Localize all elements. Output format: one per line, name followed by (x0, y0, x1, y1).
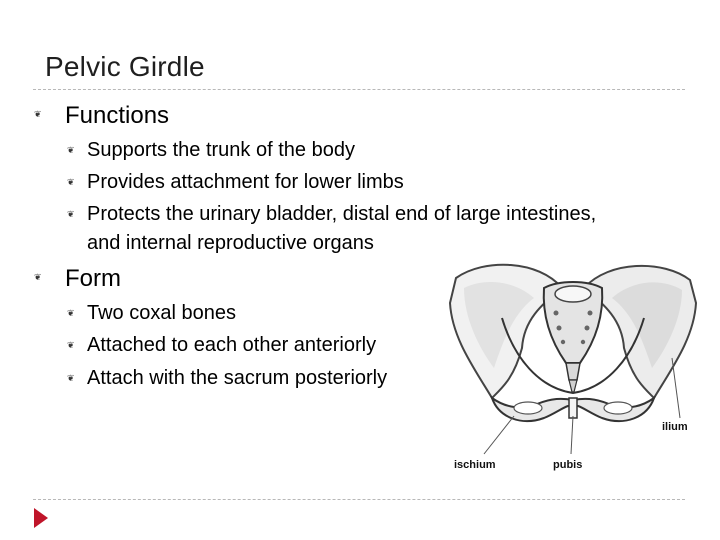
slide-title: Pelvic Girdle (45, 51, 205, 82)
item-attachment-limbs: Provides attachment for lower limbs (87, 171, 404, 193)
item-supports-trunk: Supports the trunk of the body (87, 139, 355, 161)
coccyx (566, 363, 580, 380)
bullet-icon: ❦ (67, 146, 75, 156)
label-ischium: ischium (454, 459, 496, 471)
pelvis-illustration (444, 258, 702, 478)
bullet-icon: ❦ (67, 178, 75, 188)
item-protects-line2: and internal reproductive organs (87, 232, 374, 254)
title-divider (33, 89, 685, 90)
item-protects-line1: Protects the urinary bladder, distal end of large intestines, (87, 203, 597, 225)
item-two-coxal: Two coxal bones (87, 302, 236, 324)
label-ilium: ilium (662, 421, 688, 433)
heading-functions: Functions (65, 102, 170, 129)
bullet-icon: ❦ (34, 110, 42, 120)
bullet-icon: ❦ (67, 309, 75, 319)
bullet-icon: ❦ (67, 341, 75, 351)
bullet-icon: ❦ (67, 374, 75, 384)
bullet-icon: ❦ (67, 210, 75, 220)
footer-divider (33, 499, 685, 500)
next-slide-arrow-icon[interactable] (33, 507, 49, 529)
item-sacrum-posteriorly: Attach with the sacrum posteriorly (87, 367, 388, 389)
item-attached-anteriorly: Attached to each other anteriorly (87, 334, 377, 356)
heading-form: Form (65, 265, 121, 292)
bullet-icon: ❦ (34, 273, 42, 283)
label-pubis: pubis (553, 459, 583, 471)
